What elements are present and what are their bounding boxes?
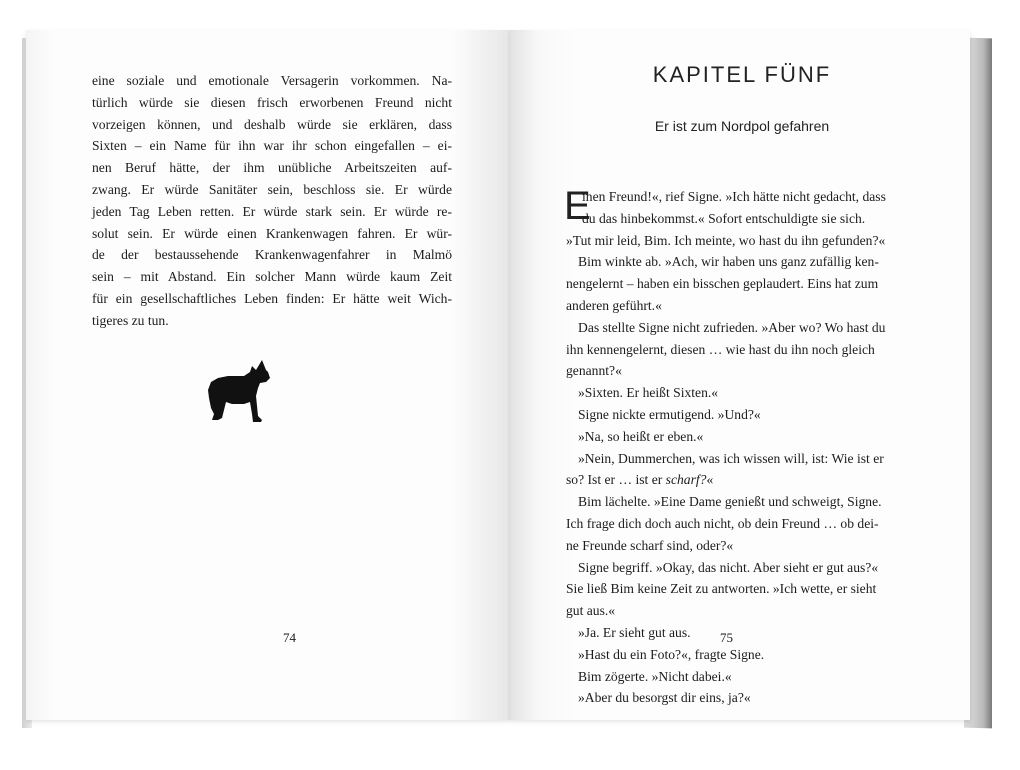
french-bulldog-icon [204, 358, 274, 428]
text-line: »Hast du ein Foto?«, fragte Signe. [578, 646, 765, 662]
text-line: jeden Tag Leben retten. Er würde stark sein. Er würde re- [92, 203, 452, 219]
text-line: »Sixten. Er heißt Sixten.« [578, 385, 719, 401]
text-line: nen Beruf hätte, der ihm unübliche Arbeitszeiten auf- [92, 160, 452, 176]
text-line: Ich frage dich doch auch nicht, ob dein Freund … ob dei- [566, 515, 879, 531]
text-line: türlich würde sie diesen frisch erworbenen Freund nicht [92, 94, 452, 110]
text-line: du das hinbekommst.« Sofort entschuldigte sie sich. [582, 210, 866, 226]
text-line: für ein gesellschaftliches Leben finden: Er hätte weit Wich- [92, 290, 452, 306]
text-line: ihn kennengelernt, diesen … wie hast du ihn noch gleich [566, 341, 875, 357]
text-line: vorzeigen können, und deshalb würde sie erklären, dass [92, 116, 452, 132]
text-line: Sixten – ein Name für ihn war ihr schon eingefallen – ei- [92, 138, 452, 154]
text-line: gut aus.« [566, 603, 616, 619]
chapter-title: KAPITEL FÜNF [652, 62, 832, 87]
chapter-subtitle: Er ist zum Nordpol gefahren [654, 118, 830, 134]
text-line: de der bestaussehende Krankenwagenfahrer in Malmö [92, 247, 452, 263]
text-line: Signe nickte ermutigend. »Und?« [578, 406, 761, 422]
text-line: tigeres zu tun. [92, 312, 169, 328]
text-line: sein – mit Abstand. Ein solcher Mann würde kaum Zeit [92, 269, 452, 285]
text-line: eine soziale und emotionale Versagerin vorkommen. Na- [92, 73, 452, 88]
text-line: anderen geführt.« [566, 297, 662, 313]
text-line: »Ja. Er sieht gut aus. [578, 624, 691, 640]
text-line: so? Ist er … ist er scharf?« [566, 472, 714, 488]
text-line: Bim zögerte. »Nicht dabei.« [578, 668, 732, 684]
text-line: Bim lächelte. »Eine Dame genießt und schweigt, Signe. [578, 494, 882, 510]
text-line: »Aber du besorgst dir eins, ja?« [578, 690, 751, 706]
text-line: nengelernt – haben ein bisschen geplaudert. Eins hat zum [566, 276, 879, 292]
text-line: Sie ließ Bim keine Zeit zu antworten. »Ich wette, er sieht [566, 581, 877, 597]
text-line: inen Freund!«, rief Signe. »Ich hätte nicht gedacht, dass [582, 189, 886, 204]
text-line: Signe begriff. »Okay, das nicht. Aber sieht er gut aus?« [578, 559, 879, 575]
text-line: »Na, so heißt er eben.« [578, 428, 704, 444]
drop-cap: E [564, 184, 591, 228]
text-line: Das stellte Signe nicht zufrieden. »Aber wo? Wo hast du [578, 319, 886, 335]
text-line: solut sein. Er würde einen Krankenwagen fahren. Er wür- [92, 225, 452, 241]
text-line: zwang. Er würde Sanitäter sein, beschloss sie. Er würde [92, 181, 452, 197]
left-page-body-text [92, 70, 452, 332]
right-page-number: 75 [720, 630, 733, 645]
text-line: genannt?« [566, 363, 622, 379]
left-page-number: 74 [283, 630, 296, 645]
text-line: »Nein, Dummerchen, was ich wissen will, ist: Wie ist er [578, 450, 884, 466]
text-line: Bim winkte ab. »Ach, wir haben uns ganz zufällig ken- [578, 254, 879, 270]
text-line: ne Freunde scharf sind, oder?« [566, 537, 734, 553]
text-line: »Tut mir leid, Bim. Ich meinte, wo hast du ihn gefunden?« [566, 232, 886, 248]
